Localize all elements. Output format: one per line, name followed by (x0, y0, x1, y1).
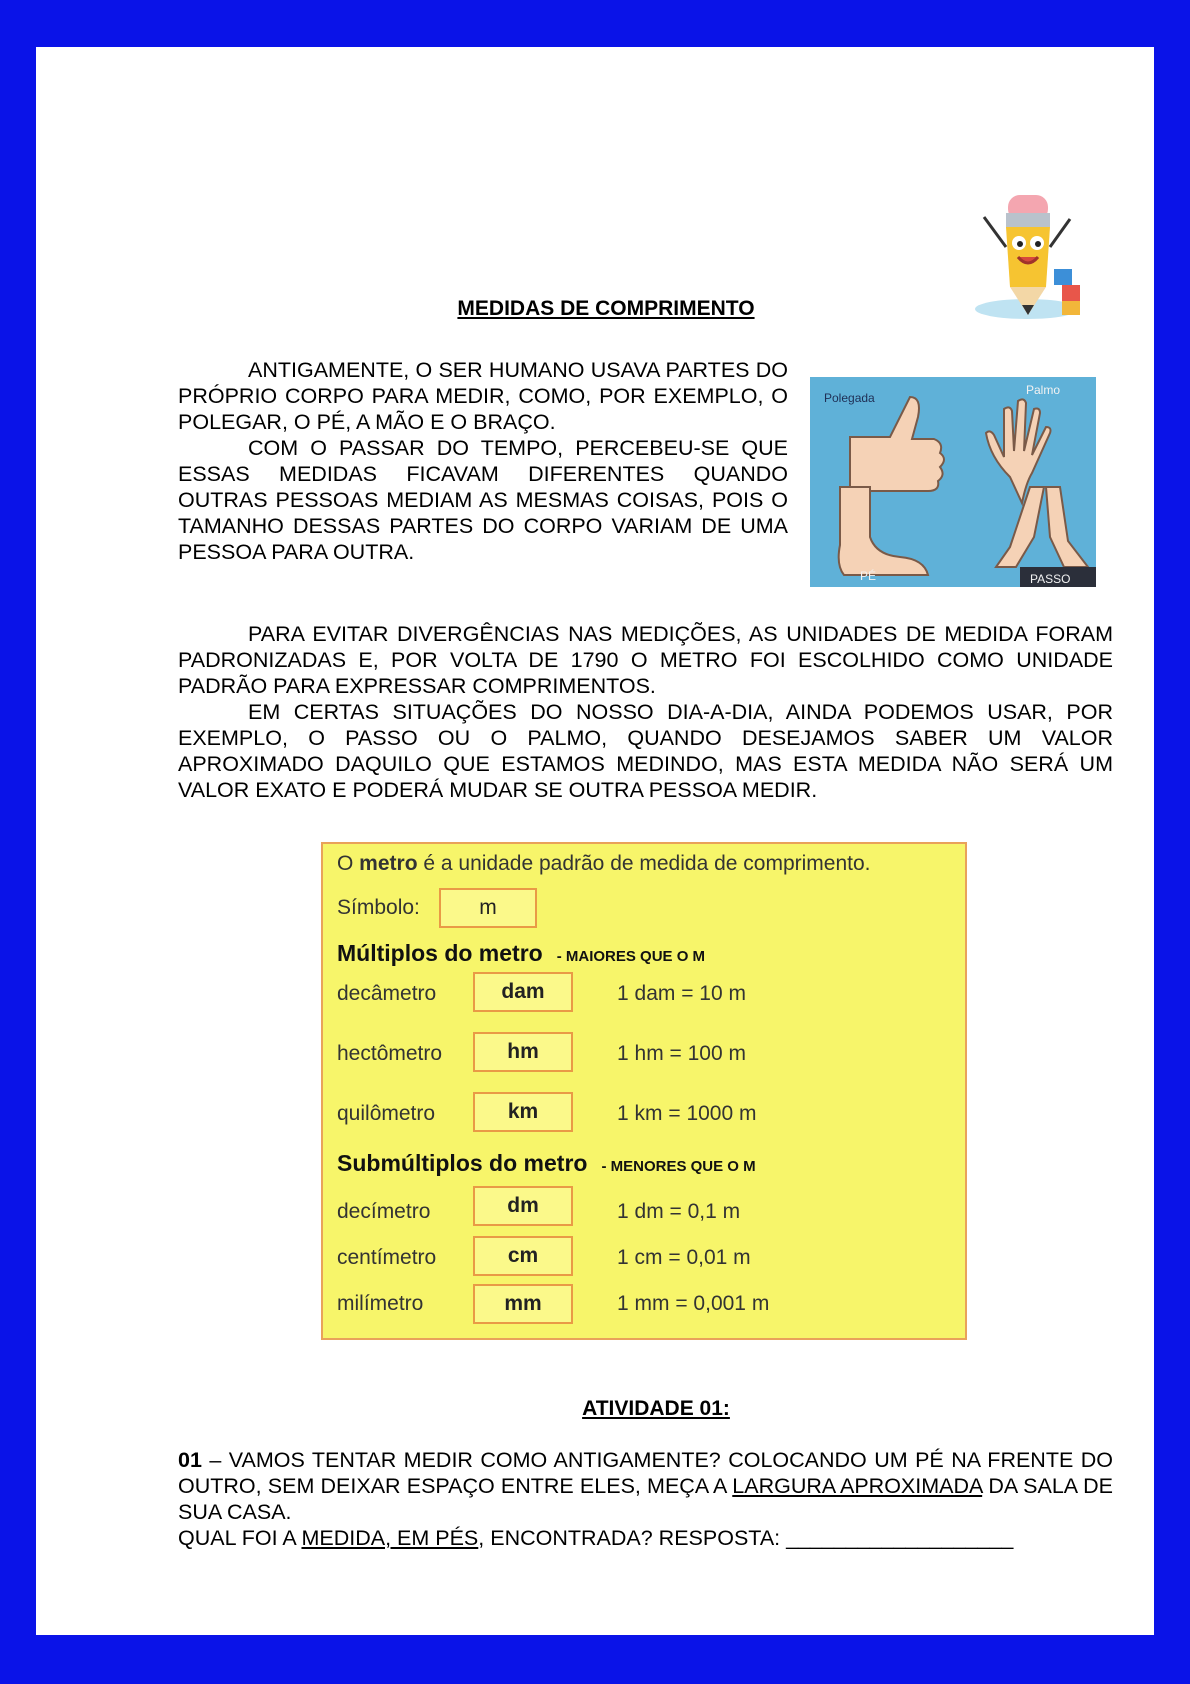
symbol-label: Símbolo: (337, 896, 420, 919)
paragraph: PARA EVITAR DIVERGÊNCIAS NAS MEDIÇÕES, AS UNIDADES DE MEDIDA FORAM PADRONIZADAS E, POR VOLTA DE 1790 O METRO FOI ESCOLHIDO COMO UNIDADE PADRÃO PARA EXPRESSAR COMPRIMENTOS. (178, 622, 1113, 698)
unit-abbr: hm (473, 1032, 573, 1072)
body-parts-image (810, 377, 1096, 587)
activity-question: 01 – VAMOS TENTAR MEDIR COMO ANTIGAMENTE? COLOCANDO UM PÉ NA FRENTE DO OUTRO, SEM DEIXAR ESPAÇO ENTRE ELES, MEÇA A LARGURA APROXIMADA DA SALA DE SUA CASA. QUAL FOI A MEDIDA, EM PÉS, ENCONTRADA? RESPOSTA: ___________________ (178, 1448, 1113, 1550)
unit-name: decímetro (337, 1200, 431, 1223)
unit-abbr: cm (473, 1236, 573, 1276)
metro-units-card (321, 842, 967, 1340)
submultiples-heading: Submúltiplos do metro - MENORES QUE O M (337, 1150, 756, 1176)
label-palmo: Palmo (1026, 383, 1061, 397)
unit-name: decâmetro (337, 982, 437, 1005)
answer-blank[interactable]: ___________________ (786, 1526, 1014, 1550)
unit-equation: 1 dam = 10 m (617, 982, 746, 1005)
underlined-phrase: MEDIDA, EM PÉS (301, 1526, 479, 1550)
metro-bold: metro (359, 852, 418, 875)
label-passo: PASSO (1030, 572, 1071, 586)
pencil-mascot-icon (966, 177, 1088, 322)
label-polegada: Polegada (824, 391, 875, 405)
page-title: MEDIDAS DE COMPRIMENTO (457, 297, 755, 320)
unit-abbr: km (473, 1092, 573, 1132)
main-text (178, 621, 1113, 803)
unit-equation: 1 hm = 100 m (617, 1042, 746, 1065)
unit-equation: 1 mm = 0,001 m (617, 1292, 770, 1315)
unit-name: hectômetro (337, 1042, 443, 1065)
activity-title: ATIVIDADE 01: (582, 1397, 730, 1420)
paragraph: ANTIGAMENTE, O SER HUMANO USAVA PARTES DO PRÓPRIO CORPO PARA MEDIR, COMO, POR EXEMPLO, O POLEGAR, O PÉ, A MÃO E O BRAÇO. (178, 358, 788, 434)
unit-abbr: dm (473, 1186, 573, 1226)
worksheet-page (36, 47, 1154, 1635)
card-intro: O metro é a unidade padrão de medida de comprimento. (337, 852, 871, 875)
label-pe: PÉ (860, 569, 877, 583)
multiples-heading: Múltiplos do metro - MAIORES QUE O M (337, 940, 706, 966)
unit-abbr: dam (473, 972, 573, 1012)
paragraph: EM CERTAS SITUAÇÕES DO NOSSO DIA-A-DIA, AINDA PODEMOS USAR, POR EXEMPLO, O PASSO OU O PALMO, QUANDO DESEJAMOS SABER UM VALOR APROXIMADO DAQUILO QUE ESTAMOS MEDINDO, MAS ESTA MEDIDA NÃO SERÁ UM VALOR EXATO E PODERÁ MUDAR SE OUTRA PESSOA MEDIR. (178, 700, 1113, 802)
unit-abbr: mm (473, 1284, 573, 1324)
unit-equation: 1 dm = 0,1 m (617, 1200, 741, 1223)
unit-name: milímetro (337, 1292, 424, 1315)
unit-name: quilômetro (337, 1102, 436, 1125)
unit-equation: 1 km = 1000 m (617, 1102, 757, 1125)
symbol-box: m (439, 888, 537, 928)
underlined-phrase: LARGURA APROXIMADA (732, 1474, 983, 1498)
unit-equation: 1 cm = 0,01 m (617, 1246, 751, 1269)
unit-name: centímetro (337, 1246, 437, 1269)
paragraph: COM O PASSAR DO TEMPO, PERCEBEU-SE QUE ESSAS MEDIDAS FICAVAM DIFERENTES QUANDO OUTRAS PESSOAS MEDIAM AS MESMAS COISAS, POIS O TAMANHO DESSAS PARTES DO CORPO VARIAM DE UMA PESSOA PARA OUTRA. (178, 436, 788, 564)
intro-text (178, 357, 788, 565)
question-number: 01 (178, 1448, 202, 1472)
body-parts-illustration (810, 377, 1096, 587)
